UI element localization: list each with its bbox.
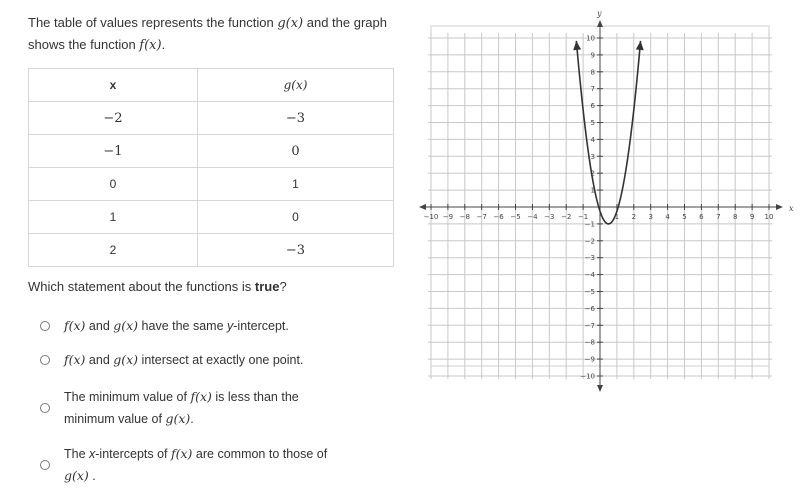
- table-header-row: [29, 69, 394, 102]
- y-tick-label: −7: [584, 321, 595, 330]
- option-text: x: [89, 447, 96, 461]
- y-tick-label: −3: [584, 254, 595, 263]
- option-text: y: [227, 319, 234, 333]
- y-tick-label: 7: [590, 85, 595, 94]
- x-tick-label: −10: [423, 213, 439, 221]
- prompt-text: and the graph: [303, 15, 387, 30]
- question-text-part: Which statement about the functions is: [28, 279, 255, 294]
- g-symbol: g(x): [277, 16, 304, 31]
- table-cell-x: 0: [29, 168, 198, 201]
- option-text: .: [88, 469, 96, 483]
- y-tick-label: 3: [590, 152, 595, 161]
- table-row: [29, 135, 394, 168]
- x-tick-label: −4: [527, 213, 538, 221]
- option-text: The: [64, 447, 90, 461]
- option-text: have the same: [138, 319, 228, 333]
- y-tick-label: −8: [584, 338, 595, 347]
- question-prompt: [28, 12, 408, 56]
- y-tick-label: 8: [590, 68, 595, 77]
- radio-button[interactable]: [40, 321, 50, 331]
- g-symbol: g(x): [113, 318, 139, 333]
- x-tick-label: −1: [577, 213, 589, 221]
- table-cell-x: −1: [29, 135, 198, 168]
- table-cell-gx: 0: [198, 201, 394, 234]
- option-text: are common to those of: [192, 447, 328, 461]
- table-cell-gx: −3: [198, 234, 394, 267]
- y-tick-label: 5: [590, 119, 595, 127]
- g-symbol: g(x): [64, 468, 89, 483]
- prompt-text: shows the function: [28, 37, 140, 52]
- y-tick-label: −5: [584, 288, 595, 296]
- x-axis-arrow-right: [776, 204, 783, 210]
- question-text: [28, 279, 287, 294]
- option-text: The minimum value of: [64, 390, 191, 404]
- y-tick-label: −10: [580, 372, 595, 381]
- option-text: .: [190, 412, 194, 426]
- prompt-text: The table of values represents the function: [28, 15, 278, 30]
- table-cell-gx: −3: [198, 102, 394, 135]
- x-tick-label: 3: [648, 213, 653, 221]
- header-gx: g(x): [198, 69, 394, 102]
- option-text: -intercepts of: [95, 447, 171, 461]
- y-tick-label: −6: [584, 304, 595, 313]
- table-row: [29, 168, 394, 201]
- function-graph: [411, 0, 794, 400]
- option-label: [64, 386, 354, 430]
- x-tick-label: −3: [544, 213, 555, 221]
- y-tick-label: 1: [590, 186, 595, 195]
- x-tick-label: −6: [493, 213, 504, 221]
- question-text-part: ?: [279, 279, 287, 294]
- option-text: and: [85, 319, 114, 333]
- x-axis-arrow-left: [419, 204, 426, 210]
- y-tick-label: −2: [584, 237, 595, 246]
- table-cell-gx: 1: [198, 168, 394, 201]
- g-symbol: g(x): [113, 352, 139, 367]
- option-label: [64, 349, 354, 371]
- x-tick-label: 5: [682, 213, 687, 221]
- y-tick-label: 6: [590, 102, 595, 111]
- table-row: [29, 234, 394, 267]
- x-tick-label: −5: [510, 213, 521, 221]
- x-axis-label: x: [789, 204, 794, 213]
- x-tick-label: 4: [665, 213, 670, 221]
- radio-button[interactable]: [40, 403, 50, 413]
- prompt-text: .: [161, 37, 166, 52]
- y-tick-label: −9: [584, 355, 595, 364]
- question-emphasis: true: [254, 279, 280, 294]
- option-text: -intercept.: [233, 319, 289, 333]
- y-tick-label: 2: [590, 169, 595, 178]
- values-table: [28, 68, 394, 267]
- header-x: x: [29, 69, 198, 102]
- x-tick-label: 8: [732, 213, 738, 221]
- f-symbol: f(x): [190, 389, 212, 404]
- x-tick-label: 6: [699, 213, 704, 221]
- x-tick-label: 10: [764, 213, 774, 221]
- option-text: intersect at exactly one point.: [138, 353, 304, 367]
- table-cell-x: 1: [29, 201, 198, 234]
- f-symbol: f(x): [64, 318, 86, 333]
- option-text: is less than the: [211, 390, 299, 404]
- y-axis-arrow-down: [597, 385, 603, 392]
- y-tick-label: 9: [590, 51, 595, 60]
- option-text: minimum value of: [64, 412, 166, 426]
- x-tick-label: −9: [442, 213, 454, 221]
- radio-button[interactable]: [40, 460, 50, 470]
- table-row: [29, 201, 394, 234]
- x-tick-label: −2: [561, 213, 572, 221]
- y-axis-arrow-up: [597, 20, 603, 27]
- x-tick-label: 7: [716, 213, 721, 221]
- f-symbol: f(x): [171, 446, 193, 461]
- option-label: [64, 443, 354, 487]
- table-cell-gx: 0: [198, 135, 394, 168]
- y-tick-label: 4: [590, 135, 595, 144]
- x-tick-label: 9: [749, 213, 755, 221]
- y-tick-label: −1: [584, 220, 595, 229]
- g-symbol: g(x): [165, 411, 191, 426]
- x-tick-label: 2: [631, 213, 637, 221]
- answer-option-c[interactable]: [40, 386, 354, 430]
- answer-option-d[interactable]: [40, 443, 354, 487]
- table-row: [29, 102, 394, 135]
- option-label: [64, 315, 354, 337]
- y-tick-label: −4: [584, 271, 595, 280]
- radio-button[interactable]: [40, 355, 50, 365]
- table-cell-x: −2: [29, 102, 198, 135]
- f-symbol: f(x): [64, 352, 86, 367]
- y-tick-label: 10: [586, 34, 595, 43]
- option-text: and: [85, 353, 114, 367]
- y-axis-label: y: [597, 9, 602, 18]
- x-tick-label: −7: [476, 213, 487, 221]
- x-tick-label: −8: [459, 213, 470, 221]
- x-tick-label: 1: [614, 213, 620, 221]
- table-cell-x: 2: [29, 234, 198, 267]
- f-symbol: f(x): [139, 38, 162, 53]
- answer-option-b[interactable]: [40, 349, 354, 371]
- answer-option-a[interactable]: [40, 315, 354, 337]
